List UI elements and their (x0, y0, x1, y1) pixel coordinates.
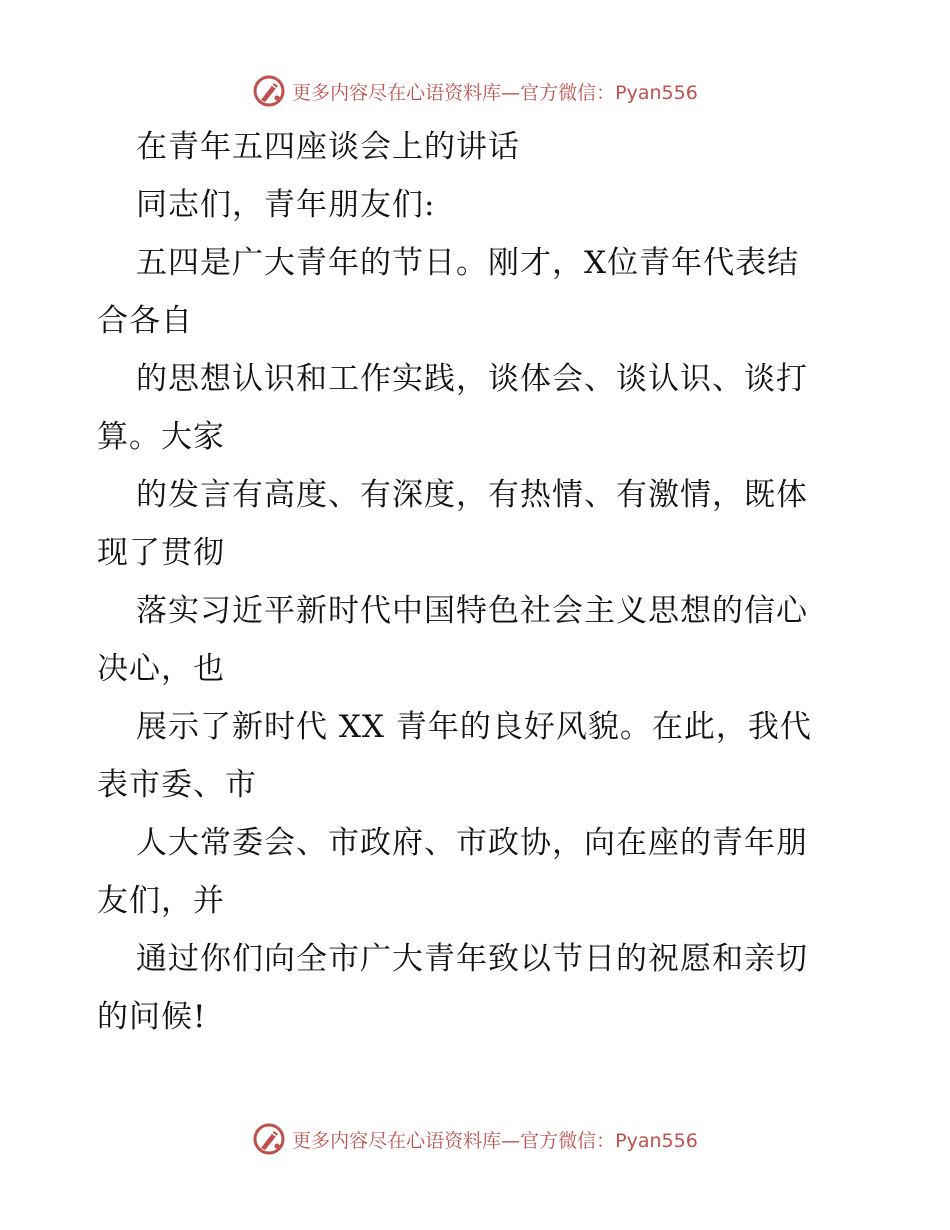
paragraph-line: 五四是广大青年的节日。刚才，X位青年代表结 (136, 245, 800, 281)
paragraph-line: 展示了新时代 XX 青年的良好风貌。在此，我代 (136, 709, 812, 745)
pen-logo-icon (252, 74, 286, 108)
footer-watermark (0, 1119, 950, 1159)
paragraph-line: 算。大家 (97, 419, 225, 455)
paragraph-line: 决心，也 (97, 651, 225, 687)
paragraph-line: 落实习近平新时代中国特色社会主义思想的信心 (136, 593, 808, 629)
header-watermark (0, 71, 950, 111)
document-title: 在青年五四座谈会上的讲话 (136, 129, 520, 165)
paragraph-line: 现了贯彻 (97, 535, 225, 571)
pen-logo-icon (252, 1122, 286, 1156)
paragraph-line: 人大常委会、市政府、市政协，向在座的青年朋 (136, 825, 808, 861)
watermark-text: 更多内容尽在心语资料库—官方微信：Pyan556 (292, 1129, 698, 1152)
salutation: 同志们，青年朋友们: (136, 187, 436, 223)
paragraph-line: 友们，并 (97, 883, 225, 919)
paragraph-line: 的问候! (97, 999, 207, 1035)
paragraph-line: 的发言有高度、有深度，有热情、有激情，既体 (136, 477, 808, 513)
watermark-text: 更多内容尽在心语资料库—官方微信：Pyan556 (292, 81, 698, 104)
paragraph-line: 的思想认识和工作实践，谈体会、谈认识、谈打 (136, 361, 808, 397)
paragraph-line: 表市委、市 (97, 767, 257, 803)
paragraph-line: 通过你们向全市广大青年致以节日的祝愿和亲切 (136, 941, 808, 977)
paragraph-line: 合各自 (97, 303, 193, 339)
